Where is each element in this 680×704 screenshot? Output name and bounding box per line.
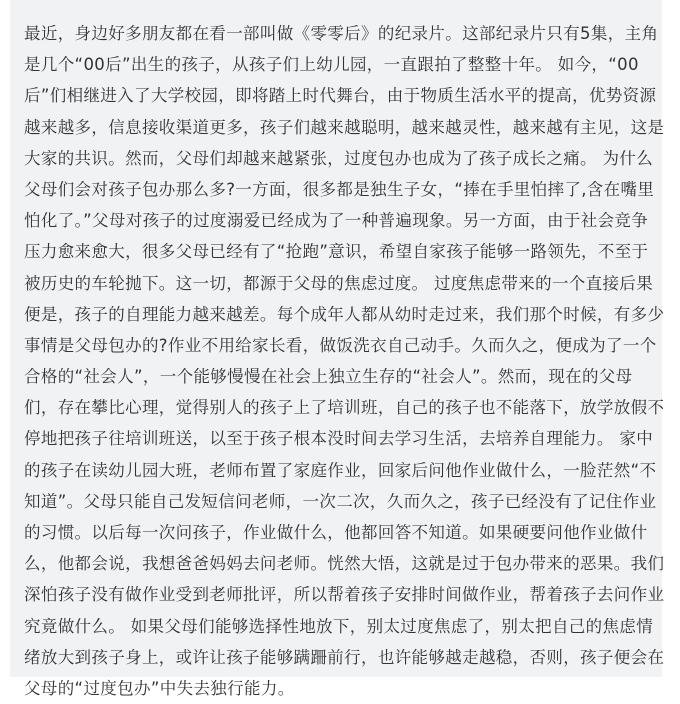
article-line: 事情是父母包办的?作业不用给家长看，做饭洗衣自己动手。久而久之，便成为了一个 [24, 335, 657, 355]
article-line: 被历史的车轮抛下。这一切，都源于父母的焦虑过度。 过度焦虑带来的一个直接后果 [24, 273, 654, 293]
article-line: 压力愈来愈大，很多父母已经有了“抢跑”意识，希望自家孩子能够一路领先，不至于 [24, 242, 649, 262]
article-line: 是几个“00后”出生的孩子，从孩子们上幼儿园，一直跟拍了整整十年。 如今，“00 [24, 55, 639, 75]
article-line: 怕化了。”父母对孩子的过度溺爱已经成为了一种普遍现象。另一方面，由于社会竞争 [24, 211, 649, 231]
article-page [10, 0, 665, 698]
article-line: 深怕孩子没有做作业受到老师批评，所以帮着孩子安排时间做作业，帮着孩子去问作业 [24, 585, 665, 605]
article-line: 们，存在攀比心理，觉得别人的孩子上了培训班，自己的孩子也不能落下，放学放假不 [24, 398, 665, 418]
article-line: 的孩子在读幼儿园大班，老师布置了家庭作业，回家后问他作业做什么，一脸茫然“不 [24, 460, 657, 480]
article-line: 最近，身边好多朋友都在看一部叫做《零零后》的纪录片。这部纪录片只有5集，主角 [24, 24, 659, 43]
article-line: 便是，孩子的自理能力越来越差。每个成年人都从幼时走过来，我们那个时候，有多少 [24, 304, 665, 324]
article-body [24, 18, 665, 704]
article-line: 后”们相继进入了大学校园，即将踏上时代舞台，由于物质生活水平的提高，优势资源 [24, 86, 657, 106]
article-line: 究竟做什么。 如果父母们能够选择性地放下，别太过度焦虑了，别太把自己的焦虑情 [24, 616, 654, 636]
article-line: 大家的共识。然而，父母们却越来越紧张，过度包办也成为了孩子成长之痛。 为什么 [24, 148, 654, 168]
article-line: 知道”。父母只能自己发短信问老师，一次二次，久而久之，孩子已经没有了记住作业 [24, 491, 657, 511]
article-line: 么，他都会说，我想爸爸妈妈去问老师。恍然大悟，这就是过于包办带来的恶果。我们 [24, 554, 665, 574]
article-line: 父母的“过度包办”中失去独行能力。 [24, 678, 295, 698]
article-line: 合格的“社会人”，一个能够慢慢在社会上独立生存的“社会人”。然而，现在的父母 [24, 367, 633, 387]
article-line: 父母们会对孩子包办那么多?一方面，很多都是独生子女，“捧在手里怕摔了,含在嘴里 [24, 179, 655, 199]
article-line: 停地把孩子往培训班送，以至于孩子根本没时间去学习生活，去培养自理能力。 家中 [24, 429, 654, 449]
article-line: 绪放大到孩子身上，或许让孩子能够蹒跚前行，也许能够越走越稳，否则，孩子便会在 [24, 647, 665, 667]
article-line: 的习惯。以后每一次问孩子，作业做什么，他都回答不知道。如果硬要问他作业做什 [24, 523, 648, 542]
article-line: 越来越多，信息接收渠道更多，孩子们越来越聪明，越来越灵性，越来越有主见，这是 [24, 117, 665, 137]
